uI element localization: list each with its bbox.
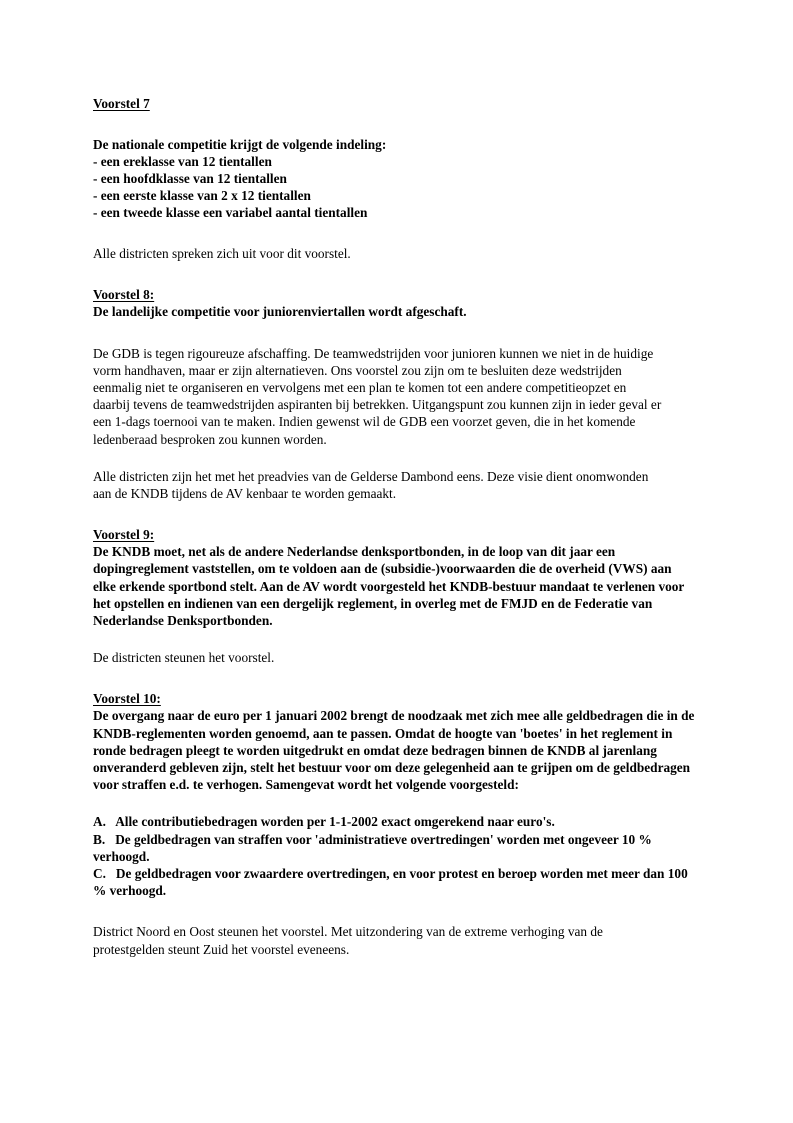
heading-voorstel-9	[93, 526, 696, 543]
proposal-item: - een ereklasse van 12 tientallen	[93, 154, 272, 170]
spacer	[93, 112, 696, 136]
lettered-item-c	[93, 865, 696, 899]
proposal-item: - een eerste klasse van 2 x 12 tientallen	[93, 188, 311, 204]
spacer	[93, 502, 696, 526]
spacer	[93, 793, 696, 813]
commentary-voorstel-9: De districten steunen het voorstel.	[93, 650, 275, 666]
commentary-voorstel-7: Alle districten spreken zich uit voor dit voorstel.	[93, 246, 351, 262]
commentary-voorstel-8-primary: De GDB is tegen rigoureuze afschaffing. De teamwedstrijden voor junioren kunnen we niet in de huidige vorm handhaven, maar er zijn alternatieven. Ons voorstel zou zijn om te besluiten deze wedstrijden eenmalig niet te organiseren en vervolgens met een plan te komen tot een andere competitieopzet en daarbij tevens de teamwedstrijden aspiranten bij betrekken. Uitgangspunt zou kunnen zijn in ieder geval er een 1-dags toernooi van te maken. Indien gewenst wil de GDB een voorzet geven, die in het komende ledenberaad besproken zou kunnen worden.	[93, 345, 662, 447]
lettered-item-a-label: A.	[93, 814, 106, 830]
lettered-item-b-text: De geldbedragen van straffen voor 'administratieve overtredingen' worden met ongeveer 10 % verhoogd.	[93, 831, 652, 864]
lettered-item-a-text: Alle contributiebedragen worden per 1-1-2002 exact omgerekend naar euro's.	[115, 814, 555, 830]
lettered-item-b	[93, 831, 696, 865]
spacer	[93, 629, 696, 649]
section-voorstel-8	[93, 286, 696, 502]
proposal-voorstel-8: De landelijke competitie voor juniorenviertallen wordt afgeschaft.	[93, 304, 467, 320]
heading-voorstel-8-text: Voorstel 8:	[93, 287, 155, 303]
proposal-item: - een hoofdklasse van 12 tientallen	[93, 171, 287, 187]
heading-voorstel-8	[93, 286, 696, 303]
commentary-voorstel-8-secondary: Alle districten zijn het met het preadvies van de Gelderse Dambond eens. Deze visie dient onomwonden aan de KNDB tijdens de AV kenbaar te worden gemaakt.	[93, 468, 649, 502]
lettered-item-c-label: C.	[93, 866, 106, 882]
lettered-item-c-text: De geldbedragen voor zwaardere overtredingen, en voor protest en beroep worden met meer dan 100 % verhoogd.	[93, 866, 688, 899]
spacer	[93, 262, 696, 286]
proposal-voorstel-7-intro: De nationale competitie krijgt de volgende indeling:	[93, 137, 387, 152]
heading-voorstel-7	[93, 95, 696, 112]
heading-voorstel-10-text: Voorstel 10:	[93, 691, 161, 707]
proposal-item: - een tweede klasse een variabel aantal tientallen	[93, 205, 368, 221]
section-voorstel-10	[93, 690, 696, 957]
spacer	[93, 448, 696, 468]
lettered-item-a	[93, 813, 696, 830]
spacer	[93, 321, 696, 345]
proposal-voorstel-9: De KNDB moet, net als de andere Nederlandse denksportbonden, in de loop van dit jaar een dopingreglement vaststellen, om te voldoen aan de (subsidie-)voorwaarden die de overheid (VWS) aan elke erkende sportbond stelt. Aan de AV wordt voorgesteld het KNDB-bestuur mandaat te verlenen voor het opstellen en indienen van een dergelijk reglement, in overleg met de FMJD en de Federatie van Nederlandse Denksportbonden.	[93, 544, 685, 629]
spacer	[93, 666, 696, 690]
lettered-item-b-label: B.	[93, 831, 106, 847]
commentary-voorstel-10: District Noord en Oost steunen het voorstel. Met uitzondering van de extreme verhoging van de protestgelden steunt Zuid het voorstel eveneens.	[93, 924, 603, 957]
heading-voorstel-7-text: Voorstel 7	[93, 96, 150, 111]
section-voorstel-7	[93, 95, 696, 262]
section-voorstel-9	[93, 526, 696, 666]
proposal-voorstel-10: De overgang naar de euro per 1 januari 2002 brengt de noodzaak met zich mee alle geldbedragen die in de KNDB-reglementen worden genoemd, aan te passen. Omdat de hoogte van 'boetes' in het reglement in ronde bedragen pleegt te worden uitgedrukt en omdat deze bedragen binnen de KNDB al jarenlang onveranderd gebleven zijn, stelt het bestuur voor om deze gelegenheid aan te grijpen om de geldbedragen voor straffen e.d. te verhogen. Samengevat wordt het volgende voorgesteld:	[93, 708, 695, 793]
heading-voorstel-9-text: Voorstel 9:	[93, 527, 155, 543]
spacer	[93, 221, 696, 245]
spacer	[93, 899, 696, 923]
heading-voorstel-10	[93, 690, 696, 707]
